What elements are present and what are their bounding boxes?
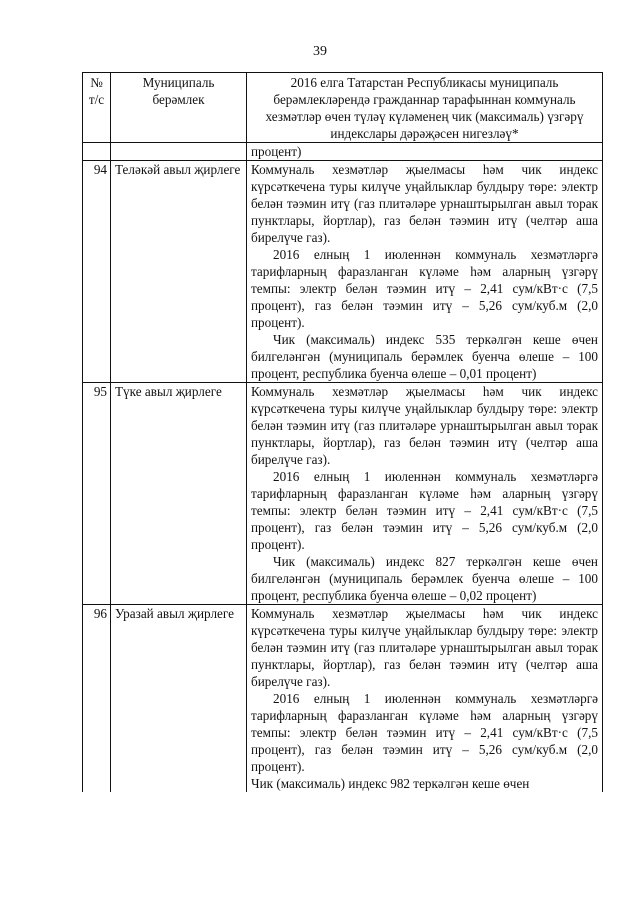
header-index-continued: процент) [247,143,603,161]
paragraph-services: Коммуналь хезмәтләр җыелмасы һәм чик индекс күрсәткечена туры килүче уңайлыклар булдыру төре: электр белән тәэмин итү (газ плитәләре урнаштырылган авыл торак пунктлары, йортлар), газ белән тәэмин итү (челтәр аша бирелүче газ). [251,606,598,689]
page-number: 39 [313,44,327,59]
paragraph-tariffs: 2016 елның 1 июленнән коммуналь хезмәтләргә тарифларның фаразланган күләме һәм аларның үзгәрү темпы: электр белән тәэмин итү – 2,41 сум/кВт·с (7,5 процент), газ белән тәэмин итү – 5,26 сум/куб.м (2,0 процент). [251,247,598,330]
row-number: 94 [83,161,111,383]
paragraph-max-index: Чик (максималь) индекс 827 теркәлгән кеше өчен билгеләнгән (муниципаль берәмлек буенча өлеше – 100 процент, республика буенча өлеше – 0,02 процент) [251,554,598,603]
row-description [247,161,603,383]
header-number: № т/с [83,73,111,143]
table-row [83,605,603,793]
municipality-name: Теләкәй авыл җирлеге [111,161,247,383]
header-index: 2016 елга Татарстан Республикасы муниципаль берәмлекләрендә гражданнар тарафыннан коммуналь хезмәтләр өчен түләү күләменең чик (максималь) үзгәрү индекслары дәрәҗәсен нигезләү* [247,73,603,143]
paragraph-services: Коммуналь хезмәтләр җыелмасы һәм чик индекс күрсәткечена туры килүче уңайлыклар булдыру төре: электр белән тәэмин итү (газ плитәләре урнаштырылган авыл торак пунктлары, йортлар), газ белән тәэмин итү (челтәр аша бирелүче газ). [251,162,598,245]
table-row [83,383,603,605]
paragraph-services: Коммуналь хезмәтләр җыелмасы һәм чик индекс күрсәткечена туры килүче уңайлыклар булдыру төре: электр белән тәэмин итү (газ плитәләре урнаштырылган авыл торак пунктлары, йортлар), газ белән тәэмин итү (челтәр аша бирелүче газ). [251,384,598,467]
table-header-continuation-row [83,143,603,161]
municipality-name: Түке авыл җирлеге [111,383,247,605]
paragraph-tariffs: 2016 елның 1 июленнән коммуналь хезмәтләргә тарифларның фаразланган күләме һәм аларның үзгәрү темпы: электр белән тәэмин итү – 2,41 сум/кВт·с (7,5 процент), газ белән тәэмин итү – 5,26 сум/куб.м (2,0 процент). [251,691,598,774]
row-number: 95 [83,383,111,605]
tariff-index-table [82,72,603,792]
header-municipality: Муниципаль берәмлек [111,73,247,143]
paragraph-tariffs: 2016 елның 1 июленнән коммуналь хезмәтләргә тарифларның фаразланган күләме һәм аларның үзгәрү темпы: электр белән тәэмин итү – 2,41 сум/кВт·с (7,5 процент), газ белән тәэмин итү – 5,26 сум/куб.м (2,0 процент). [251,469,598,552]
municipality-name: Уразай авыл җирлеге [111,605,247,793]
header-continuation-empty-1 [83,143,111,161]
table-row [83,161,603,383]
row-description [247,383,603,605]
header-continuation-empty-2 [111,143,247,161]
row-number: 96 [83,605,111,793]
paragraph-max-index: Чик (максималь) индекс 982 теркәлгән кеше өчен [251,776,530,791]
row-description [247,605,603,793]
table-header-row [83,73,603,143]
paragraph-max-index: Чик (максималь) индекс 535 теркәлгән кеше өчен билгеләнгән (муниципаль берәмлек буенча өлеше – 100 процент, республика буенча өлеше – 0,01 процент) [251,332,598,381]
